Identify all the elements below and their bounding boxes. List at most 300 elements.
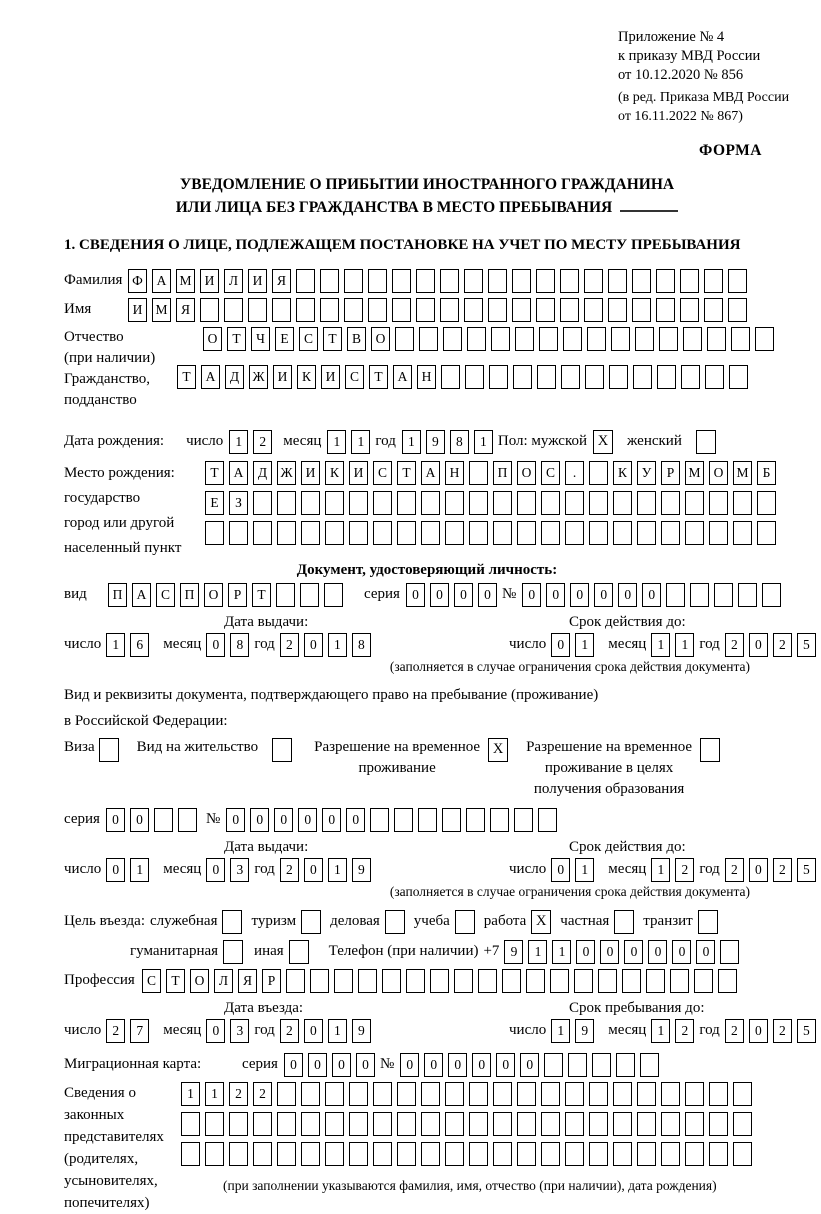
char-cell[interactable] xyxy=(440,269,459,293)
char-cell[interactable] xyxy=(587,327,606,351)
char-cell[interactable] xyxy=(502,969,521,993)
char-cell[interactable]: 2 xyxy=(280,1019,299,1043)
char-cell[interactable]: 0 xyxy=(551,858,570,882)
char-cell[interactable]: 0 xyxy=(749,1019,768,1043)
char-cell[interactable]: 0 xyxy=(618,583,637,607)
char-cell[interactable] xyxy=(541,491,560,515)
char-cell[interactable] xyxy=(538,808,557,832)
char-cell[interactable] xyxy=(560,298,579,322)
char-cell[interactable]: 0 xyxy=(648,940,667,964)
char-cell[interactable]: 0 xyxy=(304,858,323,882)
char-cell[interactable]: К xyxy=(297,365,316,389)
char-cell[interactable] xyxy=(589,1112,608,1136)
char-cell[interactable] xyxy=(277,491,296,515)
char-cell[interactable] xyxy=(755,327,774,351)
char-cell[interactable] xyxy=(464,269,483,293)
char-cell[interactable]: 1 xyxy=(229,430,248,454)
char-cell[interactable]: П xyxy=(493,461,512,485)
char-cell[interactable]: Р xyxy=(262,969,281,993)
char-cell[interactable] xyxy=(565,491,584,515)
char-cell[interactable] xyxy=(657,365,676,389)
char-cell[interactable]: 0 xyxy=(472,1053,491,1077)
char-cell[interactable] xyxy=(488,298,507,322)
char-cell[interactable] xyxy=(465,365,484,389)
char-cell[interactable]: 2 xyxy=(280,858,299,882)
char-cell[interactable]: Т xyxy=(397,461,416,485)
char-cell[interactable] xyxy=(512,298,531,322)
char-cell[interactable]: 3 xyxy=(230,1019,249,1043)
char-cell[interactable] xyxy=(368,298,387,322)
char-cell[interactable]: 0 xyxy=(308,1053,327,1077)
char-cell[interactable]: 1 xyxy=(528,940,547,964)
char-cell[interactable] xyxy=(488,269,507,293)
char-cell[interactable]: 9 xyxy=(352,1019,371,1043)
char-cell[interactable]: 0 xyxy=(600,940,619,964)
char-cell[interactable]: О xyxy=(204,583,223,607)
char-cell[interactable] xyxy=(325,1142,344,1166)
char-cell[interactable] xyxy=(469,491,488,515)
char-cell[interactable] xyxy=(406,969,425,993)
char-cell[interactable] xyxy=(694,969,713,993)
char-cell[interactable]: 1 xyxy=(351,430,370,454)
char-cell[interactable] xyxy=(397,491,416,515)
char-cell[interactable] xyxy=(392,298,411,322)
char-cell[interactable] xyxy=(394,808,413,832)
char-cell[interactable] xyxy=(718,969,737,993)
char-cell[interactable]: 2 xyxy=(773,858,792,882)
char-cell[interactable] xyxy=(714,583,733,607)
char-cell[interactable] xyxy=(349,1112,368,1136)
char-cell[interactable] xyxy=(373,1142,392,1166)
char-cell[interactable]: 0 xyxy=(130,808,149,832)
char-cell[interactable]: 0 xyxy=(226,808,245,832)
char-cell[interactable] xyxy=(397,1142,416,1166)
sex-male-checkbox[interactable]: X xyxy=(593,430,613,454)
char-cell[interactable] xyxy=(466,808,485,832)
char-cell[interactable] xyxy=(685,1142,704,1166)
char-cell[interactable] xyxy=(493,1082,512,1106)
char-cell[interactable] xyxy=(584,269,603,293)
char-cell[interactable] xyxy=(589,1142,608,1166)
char-cell[interactable]: Д xyxy=(225,365,244,389)
char-cell[interactable]: 0 xyxy=(576,940,595,964)
char-cell[interactable]: 0 xyxy=(106,808,125,832)
char-cell[interactable]: 0 xyxy=(749,633,768,657)
char-cell[interactable] xyxy=(253,491,272,515)
char-cell[interactable] xyxy=(464,298,483,322)
char-cell[interactable]: С xyxy=(156,583,175,607)
char-cell[interactable]: 0 xyxy=(594,583,613,607)
char-cell[interactable] xyxy=(421,521,440,545)
char-cell[interactable]: Н xyxy=(445,461,464,485)
char-cell[interactable] xyxy=(659,327,678,351)
char-cell[interactable] xyxy=(253,1112,272,1136)
char-cell[interactable]: 1 xyxy=(474,430,493,454)
char-cell[interactable]: 2 xyxy=(675,858,694,882)
char-cell[interactable] xyxy=(395,327,414,351)
char-cell[interactable]: 2 xyxy=(106,1019,125,1043)
char-cell[interactable]: 9 xyxy=(504,940,523,964)
option-commercial-checkbox[interactable] xyxy=(385,910,405,934)
char-cell[interactable] xyxy=(349,1142,368,1166)
char-cell[interactable] xyxy=(421,1112,440,1136)
char-cell[interactable]: 0 xyxy=(454,583,473,607)
char-cell[interactable]: С xyxy=(345,365,364,389)
char-cell[interactable] xyxy=(541,1112,560,1136)
char-cell[interactable]: 0 xyxy=(284,1053,303,1077)
char-cell[interactable]: Т xyxy=(205,461,224,485)
char-cell[interactable] xyxy=(301,1142,320,1166)
char-cell[interactable]: 1 xyxy=(651,633,670,657)
char-cell[interactable] xyxy=(277,1082,296,1106)
char-cell[interactable] xyxy=(685,1112,704,1136)
char-cell[interactable] xyxy=(661,1112,680,1136)
char-cell[interactable]: 0 xyxy=(322,808,341,832)
char-cell[interactable] xyxy=(517,1142,536,1166)
char-cell[interactable] xyxy=(277,1112,296,1136)
char-cell[interactable] xyxy=(568,1053,587,1077)
char-cell[interactable] xyxy=(325,1112,344,1136)
char-cell[interactable]: 1 xyxy=(575,858,594,882)
sex-female-checkbox[interactable] xyxy=(696,430,716,454)
char-cell[interactable]: Ж xyxy=(249,365,268,389)
char-cell[interactable]: Р xyxy=(661,461,680,485)
char-cell[interactable]: С xyxy=(541,461,560,485)
char-cell[interactable] xyxy=(493,1142,512,1166)
char-cell[interactable]: М xyxy=(152,298,171,322)
char-cell[interactable] xyxy=(666,583,685,607)
char-cell[interactable] xyxy=(248,298,267,322)
char-cell[interactable] xyxy=(517,521,536,545)
char-cell[interactable] xyxy=(565,521,584,545)
char-cell[interactable]: И xyxy=(248,269,267,293)
char-cell[interactable]: Т xyxy=(227,327,246,351)
char-cell[interactable]: Т xyxy=(166,969,185,993)
char-cell[interactable] xyxy=(478,969,497,993)
char-cell[interactable] xyxy=(613,1112,632,1136)
char-cell[interactable] xyxy=(616,1053,635,1077)
char-cell[interactable] xyxy=(445,521,464,545)
char-cell[interactable] xyxy=(608,298,627,322)
char-cell[interactable]: 1 xyxy=(106,633,125,657)
char-cell[interactable] xyxy=(517,1082,536,1106)
char-cell[interactable] xyxy=(565,1112,584,1136)
char-cell[interactable] xyxy=(416,298,435,322)
char-cell[interactable] xyxy=(757,521,776,545)
char-cell[interactable] xyxy=(445,1082,464,1106)
char-cell[interactable] xyxy=(637,1142,656,1166)
char-cell[interactable] xyxy=(526,969,545,993)
char-cell[interactable]: Н xyxy=(417,365,436,389)
char-cell[interactable] xyxy=(598,969,617,993)
char-cell[interactable] xyxy=(632,269,651,293)
char-cell[interactable]: 1 xyxy=(402,430,421,454)
char-cell[interactable]: 0 xyxy=(448,1053,467,1077)
char-cell[interactable]: 5 xyxy=(797,1019,816,1043)
char-cell[interactable]: С xyxy=(373,461,392,485)
char-cell[interactable] xyxy=(320,298,339,322)
char-cell[interactable] xyxy=(592,1053,611,1077)
char-cell[interactable] xyxy=(373,1082,392,1106)
char-cell[interactable] xyxy=(490,808,509,832)
char-cell[interactable] xyxy=(613,491,632,515)
char-cell[interactable]: З xyxy=(229,491,248,515)
char-cell[interactable]: 0 xyxy=(424,1053,443,1077)
char-cell[interactable] xyxy=(382,969,401,993)
char-cell[interactable] xyxy=(445,1142,464,1166)
char-cell[interactable] xyxy=(469,1082,488,1106)
char-cell[interactable] xyxy=(565,1142,584,1166)
char-cell[interactable]: П xyxy=(180,583,199,607)
char-cell[interactable]: М xyxy=(685,461,704,485)
char-cell[interactable] xyxy=(613,521,632,545)
char-cell[interactable]: 2 xyxy=(253,1082,272,1106)
char-cell[interactable] xyxy=(421,1082,440,1106)
char-cell[interactable]: 0 xyxy=(642,583,661,607)
char-cell[interactable] xyxy=(733,1082,752,1106)
char-cell[interactable] xyxy=(622,969,641,993)
char-cell[interactable]: 0 xyxy=(570,583,589,607)
char-cell[interactable] xyxy=(442,808,461,832)
char-cell[interactable]: 0 xyxy=(106,858,125,882)
char-cell[interactable] xyxy=(301,1082,320,1106)
char-cell[interactable]: 1 xyxy=(551,1019,570,1043)
char-cell[interactable]: 1 xyxy=(181,1082,200,1106)
char-cell[interactable] xyxy=(469,1112,488,1136)
char-cell[interactable] xyxy=(611,327,630,351)
char-cell[interactable]: 1 xyxy=(130,858,149,882)
char-cell[interactable]: Л xyxy=(214,969,233,993)
char-cell[interactable] xyxy=(762,583,781,607)
char-cell[interactable] xyxy=(584,298,603,322)
char-cell[interactable] xyxy=(757,491,776,515)
char-cell[interactable] xyxy=(560,269,579,293)
char-cell[interactable] xyxy=(373,491,392,515)
char-cell[interactable]: М xyxy=(176,269,195,293)
char-cell[interactable]: 0 xyxy=(298,808,317,832)
char-cell[interactable] xyxy=(301,1112,320,1136)
char-cell[interactable]: Л xyxy=(224,269,243,293)
char-cell[interactable]: 8 xyxy=(450,430,469,454)
char-cell[interactable] xyxy=(454,969,473,993)
char-cell[interactable]: 2 xyxy=(280,633,299,657)
char-cell[interactable]: 1 xyxy=(328,633,347,657)
char-cell[interactable]: 0 xyxy=(546,583,565,607)
char-cell[interactable] xyxy=(589,461,608,485)
char-cell[interactable]: 0 xyxy=(520,1053,539,1077)
char-cell[interactable] xyxy=(301,521,320,545)
char-cell[interactable] xyxy=(729,365,748,389)
char-cell[interactable] xyxy=(418,808,437,832)
char-cell[interactable] xyxy=(704,298,723,322)
char-cell[interactable] xyxy=(680,298,699,322)
char-cell[interactable] xyxy=(325,1082,344,1106)
char-cell[interactable] xyxy=(200,298,219,322)
char-cell[interactable] xyxy=(325,491,344,515)
char-cell[interactable] xyxy=(720,940,739,964)
char-cell[interactable]: 9 xyxy=(575,1019,594,1043)
char-cell[interactable] xyxy=(640,1053,659,1077)
char-cell[interactable] xyxy=(349,1082,368,1106)
char-cell[interactable] xyxy=(373,521,392,545)
char-cell[interactable]: П xyxy=(108,583,127,607)
char-cell[interactable] xyxy=(565,1082,584,1106)
char-cell[interactable]: 0 xyxy=(356,1053,375,1077)
char-cell[interactable]: А xyxy=(393,365,412,389)
char-cell[interactable] xyxy=(685,521,704,545)
char-cell[interactable] xyxy=(513,365,532,389)
char-cell[interactable] xyxy=(733,521,752,545)
char-cell[interactable] xyxy=(430,969,449,993)
char-cell[interactable] xyxy=(709,1082,728,1106)
char-cell[interactable]: О xyxy=(371,327,390,351)
char-cell[interactable]: 0 xyxy=(274,808,293,832)
char-cell[interactable]: 1 xyxy=(327,430,346,454)
char-cell[interactable] xyxy=(685,1082,704,1106)
char-cell[interactable]: А xyxy=(421,461,440,485)
char-cell[interactable]: 0 xyxy=(406,583,425,607)
char-cell[interactable] xyxy=(637,1082,656,1106)
char-cell[interactable] xyxy=(443,327,462,351)
char-cell[interactable] xyxy=(738,583,757,607)
char-cell[interactable]: 0 xyxy=(304,1019,323,1043)
char-cell[interactable]: Т xyxy=(369,365,388,389)
char-cell[interactable]: Р xyxy=(228,583,247,607)
char-cell[interactable] xyxy=(709,1142,728,1166)
char-cell[interactable]: Я xyxy=(238,969,257,993)
char-cell[interactable] xyxy=(541,1082,560,1106)
char-cell[interactable] xyxy=(370,808,389,832)
char-cell[interactable] xyxy=(445,491,464,515)
char-cell[interactable] xyxy=(728,298,747,322)
char-cell[interactable] xyxy=(296,298,315,322)
char-cell[interactable]: 1 xyxy=(651,858,670,882)
char-cell[interactable] xyxy=(589,521,608,545)
char-cell[interactable]: 2 xyxy=(773,633,792,657)
char-cell[interactable]: В xyxy=(347,327,366,351)
char-cell[interactable] xyxy=(733,491,752,515)
char-cell[interactable] xyxy=(440,298,459,322)
option-humanitarian-checkbox[interactable] xyxy=(223,940,243,964)
char-cell[interactable]: 0 xyxy=(400,1053,419,1077)
option-other-checkbox[interactable] xyxy=(289,940,309,964)
char-cell[interactable] xyxy=(467,327,486,351)
char-cell[interactable] xyxy=(493,521,512,545)
char-cell[interactable] xyxy=(517,1112,536,1136)
char-cell[interactable] xyxy=(334,969,353,993)
char-cell[interactable] xyxy=(229,1142,248,1166)
char-cell[interactable]: 2 xyxy=(725,858,744,882)
char-cell[interactable] xyxy=(392,269,411,293)
char-cell[interactable]: 0 xyxy=(430,583,449,607)
char-cell[interactable]: 0 xyxy=(522,583,541,607)
char-cell[interactable]: 1 xyxy=(651,1019,670,1043)
char-cell[interactable]: 0 xyxy=(672,940,691,964)
char-cell[interactable] xyxy=(205,1112,224,1136)
char-cell[interactable] xyxy=(469,461,488,485)
visa-checkbox[interactable] xyxy=(99,738,119,762)
char-cell[interactable] xyxy=(397,1112,416,1136)
char-cell[interactable]: О xyxy=(190,969,209,993)
char-cell[interactable] xyxy=(181,1142,200,1166)
char-cell[interactable]: 0 xyxy=(696,940,715,964)
char-cell[interactable] xyxy=(349,521,368,545)
char-cell[interactable]: К xyxy=(325,461,344,485)
char-cell[interactable]: И xyxy=(128,298,147,322)
char-cell[interactable]: И xyxy=(321,365,340,389)
char-cell[interactable] xyxy=(441,365,460,389)
char-cell[interactable] xyxy=(637,1112,656,1136)
char-cell[interactable] xyxy=(445,1112,464,1136)
char-cell[interactable]: 2 xyxy=(725,633,744,657)
char-cell[interactable]: 0 xyxy=(624,940,643,964)
char-cell[interactable]: 0 xyxy=(551,633,570,657)
char-cell[interactable] xyxy=(536,269,555,293)
char-cell[interactable]: Е xyxy=(205,491,224,515)
char-cell[interactable] xyxy=(358,969,377,993)
char-cell[interactable]: А xyxy=(152,269,171,293)
char-cell[interactable] xyxy=(589,1082,608,1106)
char-cell[interactable]: 1 xyxy=(675,633,694,657)
char-cell[interactable]: 7 xyxy=(130,1019,149,1043)
char-cell[interactable] xyxy=(685,491,704,515)
char-cell[interactable] xyxy=(296,269,315,293)
char-cell[interactable]: А xyxy=(229,461,248,485)
char-cell[interactable] xyxy=(224,298,243,322)
char-cell[interactable] xyxy=(491,327,510,351)
char-cell[interactable] xyxy=(344,298,363,322)
char-cell[interactable] xyxy=(536,298,555,322)
option-tourism-checkbox[interactable] xyxy=(301,910,321,934)
char-cell[interactable] xyxy=(421,1142,440,1166)
char-cell[interactable] xyxy=(661,491,680,515)
char-cell[interactable] xyxy=(514,808,533,832)
char-cell[interactable] xyxy=(635,327,654,351)
char-cell[interactable] xyxy=(731,327,750,351)
char-cell[interactable] xyxy=(632,298,651,322)
char-cell[interactable]: 0 xyxy=(749,858,768,882)
char-cell[interactable]: Я xyxy=(176,298,195,322)
char-cell[interactable]: 5 xyxy=(797,633,816,657)
char-cell[interactable] xyxy=(344,269,363,293)
char-cell[interactable] xyxy=(541,521,560,545)
char-cell[interactable]: 8 xyxy=(230,633,249,657)
char-cell[interactable]: О xyxy=(517,461,536,485)
char-cell[interactable]: 0 xyxy=(304,633,323,657)
char-cell[interactable] xyxy=(661,521,680,545)
char-cell[interactable] xyxy=(683,327,702,351)
char-cell[interactable] xyxy=(512,269,531,293)
char-cell[interactable] xyxy=(320,269,339,293)
char-cell[interactable] xyxy=(325,521,344,545)
char-cell[interactable]: 1 xyxy=(328,1019,347,1043)
char-cell[interactable] xyxy=(324,583,343,607)
char-cell[interactable] xyxy=(541,1142,560,1166)
char-cell[interactable]: 2 xyxy=(229,1082,248,1106)
char-cell[interactable]: 1 xyxy=(205,1082,224,1106)
char-cell[interactable]: С xyxy=(142,969,161,993)
char-cell[interactable]: 2 xyxy=(725,1019,744,1043)
option-work-checkbox[interactable]: X xyxy=(531,910,551,934)
char-cell[interactable] xyxy=(709,491,728,515)
char-cell[interactable] xyxy=(613,1142,632,1166)
char-cell[interactable]: 0 xyxy=(206,1019,225,1043)
char-cell[interactable] xyxy=(469,521,488,545)
char-cell[interactable] xyxy=(253,521,272,545)
char-cell[interactable] xyxy=(608,269,627,293)
char-cell[interactable] xyxy=(277,1142,296,1166)
char-cell[interactable]: 1 xyxy=(328,858,347,882)
